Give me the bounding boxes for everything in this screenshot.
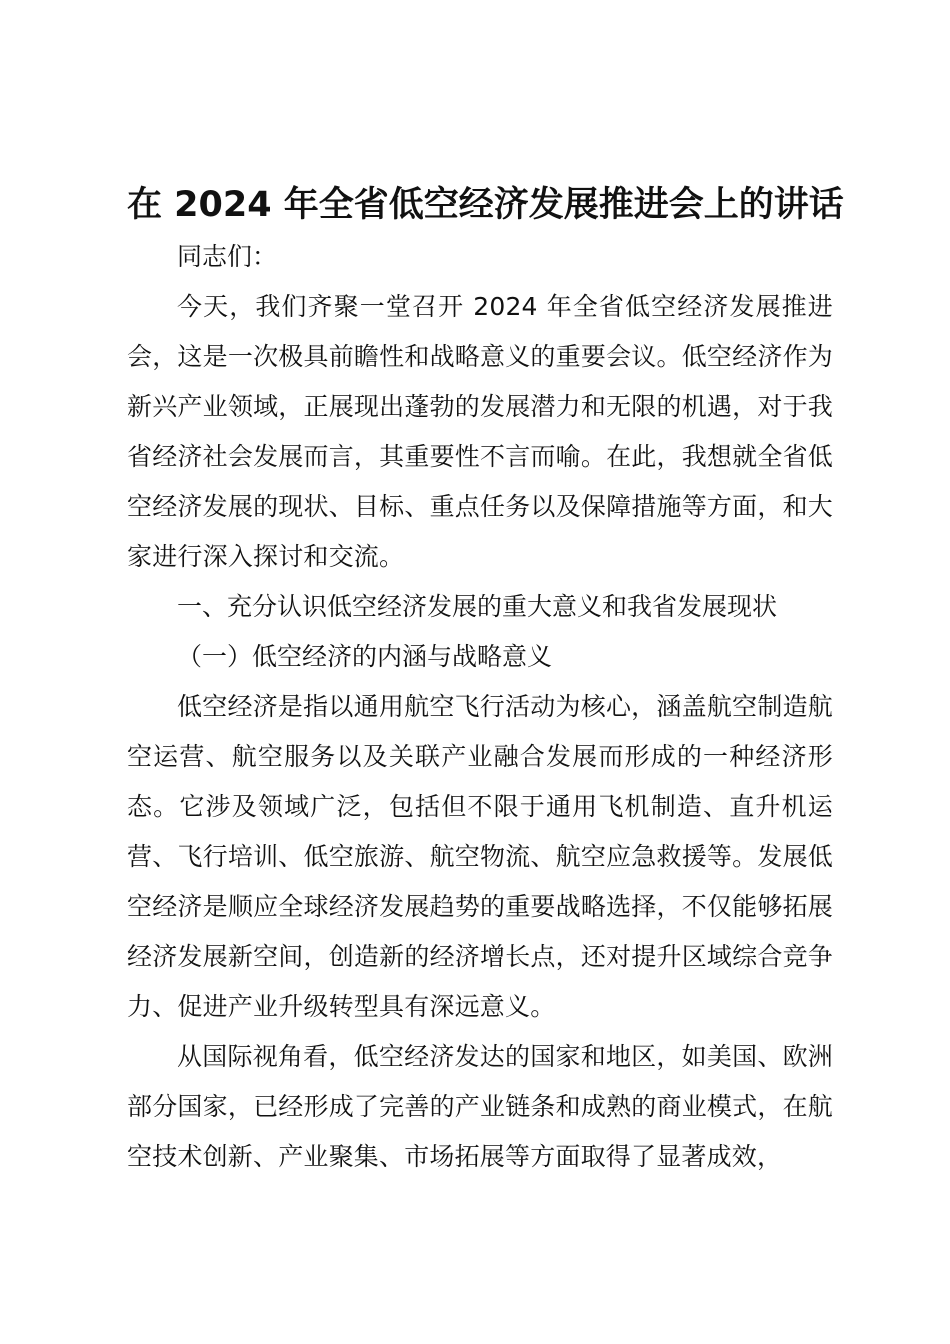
subsection-heading-1: （一）低空经济的内涵与战略意义 [177, 642, 553, 671]
salutation: 同志们： [177, 242, 278, 271]
document-page [127, 180, 844, 1182]
paragraph-intro: 今天，我们齐聚一堂召开 2024 年全省低空经济发展推进会，这是一次极具前瞻性和战略意义的重要会议。低空经济作为新兴产业领域，正展现出蓬勃的发展潜力和无限的机遇，对于我省经济社会发展而言，其重要性不言而喻。在此，我想就全省低空经济发展的现状、目标、重点任务以及保障措施等方面，和大家进行深入探讨和交流。 [127, 292, 833, 571]
section-heading-1: 一、充分认识低空经济发展的重大意义和我省发展现状 [177, 592, 778, 621]
paragraph-international: 从国际视角看，低空经济发达的国家和地区，如美国、欧洲部分国家，已经形成了完善的产业链条和成熟的商业模式，在航空技术创新、产业聚集、市场拓展等方面取得了显著成效， [127, 1042, 833, 1171]
document-title: 在 2024 年全省低空经济发展推进会上的讲话 [127, 185, 844, 225]
paragraph-definition: 低空经济是指以通用航空飞行活动为核心，涵盖航空制造航空运营、航空服务以及关联产业融合发展而形成的一种经济形态。它涉及领域广泛，包括但不限于通用飞机制造、直升机运营、飞行培训、低空旅游、航空物流、航空应急救援等。发展低空经济是顺应全球经济发展趋势的重要战略选择，不仅能够拓展经济发展新空间，创造新的经济增长点，还对提升区域综合竞争力、促进产业升级转型具有深远意义。 [127, 692, 833, 1021]
